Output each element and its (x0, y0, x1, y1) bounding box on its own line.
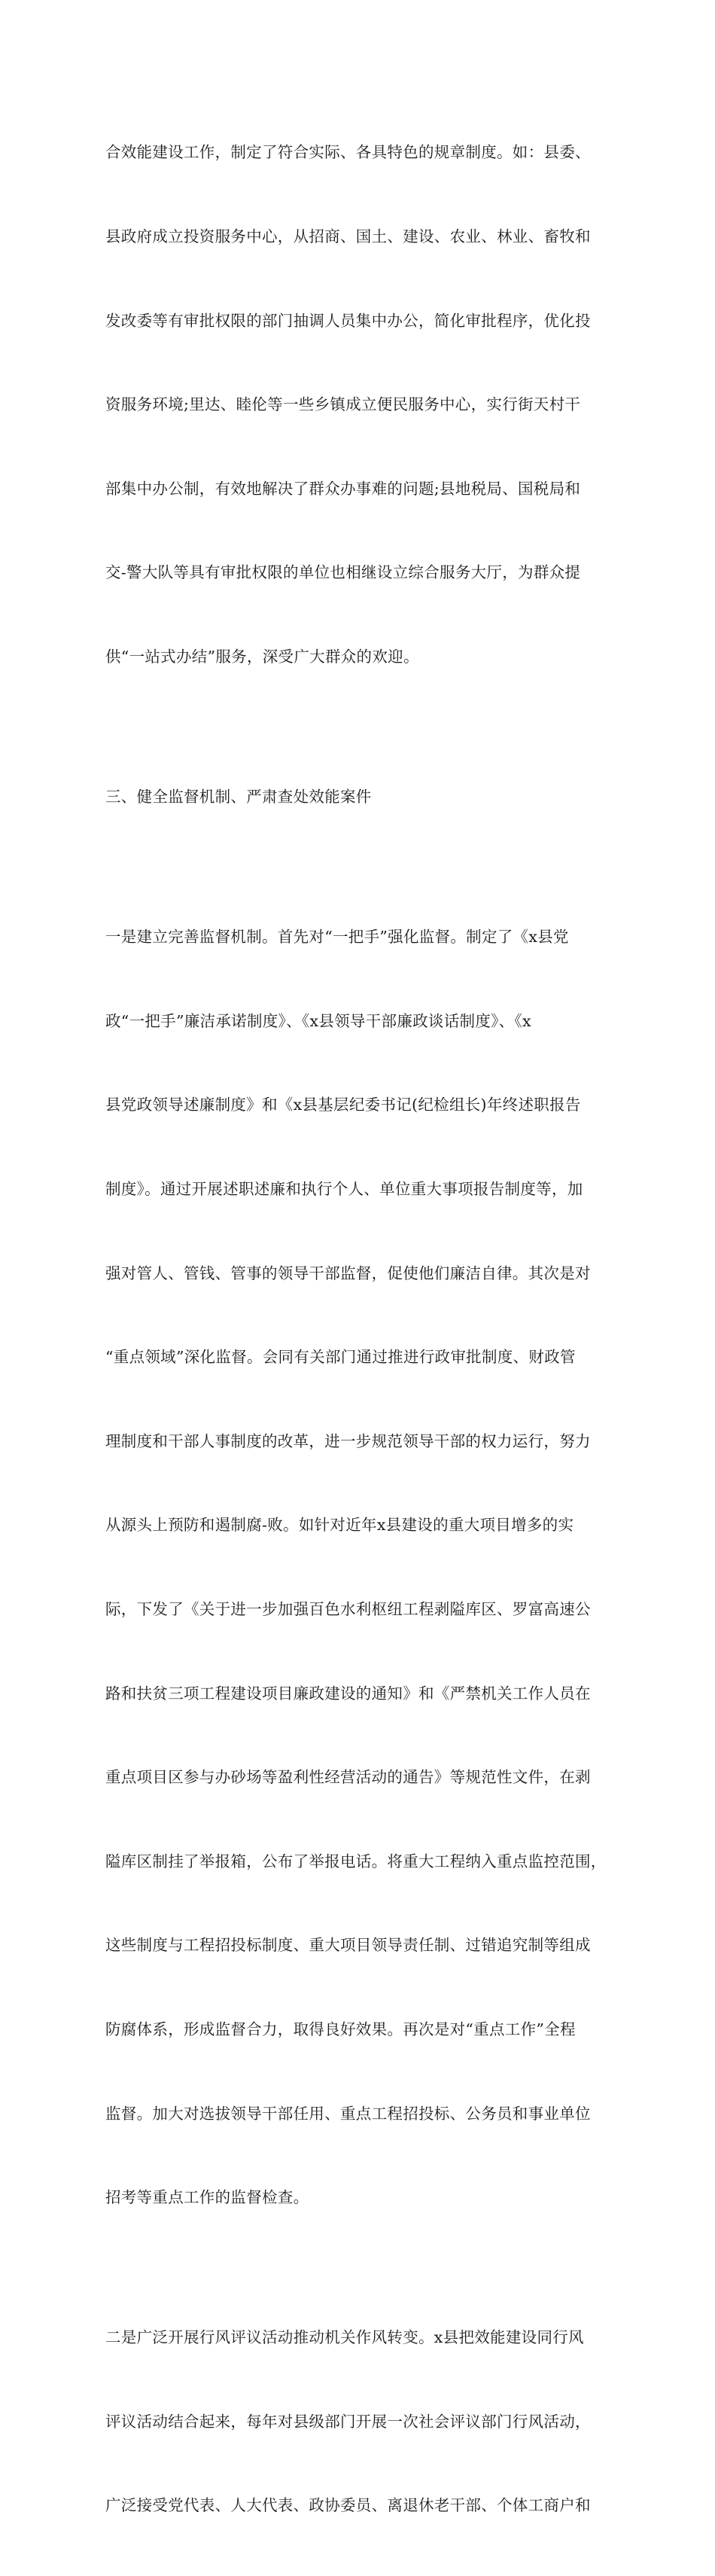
text-line: 这些制度与工程招投标制度、重大项目领导责任制、过错追究制等组成 (105, 1936, 591, 1955)
section-heading: 三、健全监督机制、严肃查处效能案件 (105, 788, 372, 806)
text-line: 部集中办公制，有效地解决了群众办事难的问题;县地税局、国税局和 (105, 479, 581, 498)
text-line: 监督。加大对选拔领导干部任用、重点工程招投标、公务员和事业单位 (105, 2104, 591, 2123)
text-line: 一是建立完善监督机制。首先对“一把手”强化监督。制定了《x县党 (105, 928, 569, 947)
para-item-1 (105, 867, 617, 2268)
text-line: 发改委等有审批权限的部门抽调人员集中办公，简化审批程序，优化投 (105, 311, 591, 330)
text-line: 际，下发了《关于进一步加强百色水利枢纽工程剥隘库区、罗富高速公 (105, 1599, 591, 1618)
text-line: “重点领域”深化监督。会同有关部门通过推进行政审批制度、财政管 (105, 1348, 576, 1367)
text-line: 强对管人、管钱、管事的领导干部监督，促使他们廉洁自律。其次是对 (105, 1264, 591, 1282)
text-line: 招考等重点工作的监督检查。 (105, 2188, 309, 2207)
text-line: 交-警大队等具有审批权限的单位也相继设立综合服务大厅，为群众提 (105, 563, 581, 582)
text-line: 从源头上预防和遏制腐-败。如针对近年x县建设的重大项目增多的实 (105, 1516, 574, 1535)
text-line: 隘库区制挂了举报箱，公布了举报电话。将重大工程纳入重点监控范围， (105, 1852, 607, 1870)
document-body (105, 83, 617, 2576)
text-line: 广泛接受党代表、人大代表、政协委员、离退休老干部、个体工商户和 (105, 2496, 591, 2515)
text-line: 制度》。通过开展述职述廉和执行个人、单位重大事项报告制度等，加 (105, 1179, 583, 1198)
text-line: 路和扶贫三项工程建设项目廉政建设的通知》和《严禁机关工作人员在 (105, 1684, 591, 1703)
text-line: 资服务环境;里达、睦伦等一些乡镇成立便民服务中心，实行街天村干 (105, 395, 581, 414)
text-line: 重点项目区参与办砂场等盈利性经营活动的通告》等规范性文件，在剥 (105, 1768, 591, 1787)
text-line: 理制度和干部人事制度的改革，进一步规范领导干部的权力运行，努力 (105, 1431, 591, 1450)
text-line: 供“一站式办结”服务，深受广大群众的欢迎。 (105, 648, 419, 666)
text-line: 二是广泛开展行风评议活动推动机关作风转变。x县把效能建设同行风 (105, 2328, 584, 2347)
para-continuation (105, 83, 617, 727)
text-line: 防腐体系，形成监督合力，取得良好效果。再次是对“重点工作”全程 (105, 2020, 576, 2039)
text-line: 政“一把手”廉洁承诺制度》、《x县领导干部廉政谈话制度》、《x (105, 1011, 531, 1030)
text-line: 县党政领导述廉制度》和《x县基层纪委书记(纪检组长)年终述职报告 (105, 1096, 581, 1114)
text-line: 评议活动结合起来，每年对县级部门开展一次社会评议部门行风活动， (105, 2412, 591, 2431)
section-heading-3 (105, 727, 617, 867)
text-line: 县政府成立投资服务中心，从招商、国土、建设、农业、林业、畜牧和 (105, 227, 591, 246)
text-line: 合效能建设工作，制定了符合实际、各具特色的规章制度。如：县委、 (105, 143, 591, 162)
para-item-2 (105, 2268, 617, 2576)
